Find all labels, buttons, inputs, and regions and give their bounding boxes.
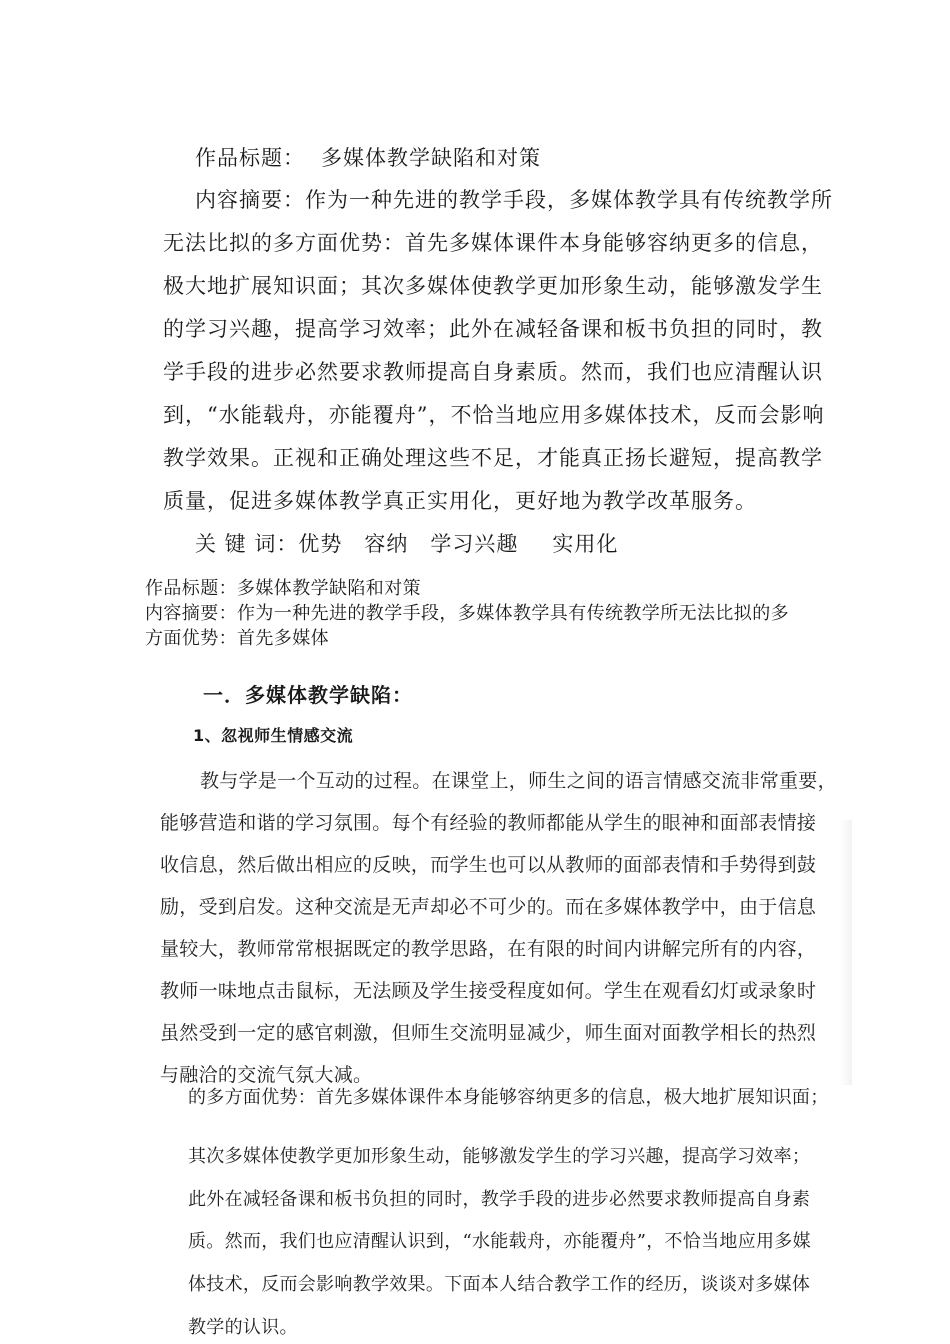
body-line-7: 虽然受到一定的感官刺激，但师生交流明显减少，师生面对面教学相长的热烈	[160, 1022, 817, 1044]
scan-edge-shadow	[840, 820, 852, 1085]
abstract-line-8: 质量，促进多媒体教学真正实用化，更好地为教学改革服务。	[163, 489, 757, 513]
subsection-heading: 1、忽视师生情感交流	[193, 726, 354, 745]
body-line-4: 励，受到启发。这种交流是无声却必不可少的。而在多媒体教学中，由于信息	[160, 896, 817, 918]
abstract-line-6: 到，“水能载舟，亦能覆舟”，不恰当地应用多媒体技术，反而会影响	[163, 403, 825, 427]
summary-line-2: 内容摘要：作为一种先进的教学手段，多媒体教学具有传统教学所无法比拟的多	[145, 603, 789, 624]
work-title-value: 多媒体教学缺陷和对策	[321, 146, 541, 170]
summary-line-3: 方面优势：首先多媒体	[145, 628, 329, 649]
keyword: 学习兴趣	[430, 532, 519, 556]
body-line-6: 教师一味地点击鼠标，无法顾及学生接受程度如何。学生在观看幻灯或录象时	[160, 980, 817, 1002]
body-line-8: 与融洽的交流气氛大减。	[160, 1064, 373, 1086]
cut-off-line: 的多方面优势：首先多媒体课件本身能够容纳更多的信息，极大地扩展知识面；	[188, 1087, 829, 1108]
work-title-label: 作品标题：	[195, 146, 305, 170]
keyword: 实用化	[552, 532, 619, 556]
body-line-3: 收信息，然后做出相应的反映，而学生也可以从教师的面部表情和手势得到鼓	[160, 854, 817, 876]
abstract-line-1: 内容摘要：作为一种先进的教学手段，多媒体教学具有传统教学所	[195, 188, 833, 212]
abstract-line-3: 极大地扩展知识面；其次多媒体使教学更加形象生动，能够激发学生	[163, 274, 823, 298]
work-title-line	[195, 142, 541, 172]
keyword: 优势	[298, 532, 343, 556]
continuation-line-4: 体技术，反而会影响教学效果。下面本人结合教学工作的经历，谈谈对多媒体	[188, 1274, 811, 1295]
body-line-2: 能够营造和谐的学习氛围。每个有经验的教师都能从学生的眼神和面部表情接	[160, 812, 817, 834]
body-line-1: 教与学是一个互动的过程。在课堂上，师生之间的语言情感交流非常重要，	[200, 770, 837, 792]
abstract-line-5: 学手段的进步必然要求教师提高自身素质。然而，我们也应清醒认识	[163, 360, 823, 384]
keywords-line	[195, 528, 618, 558]
continuation-line-1: 其次多媒体使教学更加形象生动，能够激发学生的学习兴趣，提高学习效率；	[188, 1146, 811, 1167]
body-line-5: 量较大，教师常常根据既定的教学思路，在有限的时间内讲解完所有的内容，	[160, 938, 817, 960]
summary-line-1: 作品标题：多媒体教学缺陷和对策	[145, 578, 421, 599]
abstract-line-4: 的学习兴趣，提高学习效率；此外在减轻备课和板书负担的同时，教	[163, 317, 823, 341]
continuation-line-2: 此外在减轻备课和板书负担的同时，教学手段的进步必然要求教师提高自身素	[188, 1189, 811, 1210]
section-heading: 一．多媒体教学缺陷：	[203, 683, 413, 707]
continuation-line-3: 质。然而，我们也应清醒认识到，“水能载舟，亦能覆舟”，不恰当地应用多媒	[188, 1231, 811, 1252]
keywords-label: 关 键 词：	[195, 532, 299, 556]
keyword: 容纳	[364, 532, 409, 556]
abstract-line-7: 教学效果。正视和正确处理这些不足，才能真正扬长避短，提高教学	[163, 446, 823, 470]
abstract-line-2: 无法比拟的多方面优势：首先多媒体课件本身能够容纳更多的信息，	[163, 231, 823, 255]
continuation-line-5: 教学的认识。	[188, 1317, 298, 1338]
